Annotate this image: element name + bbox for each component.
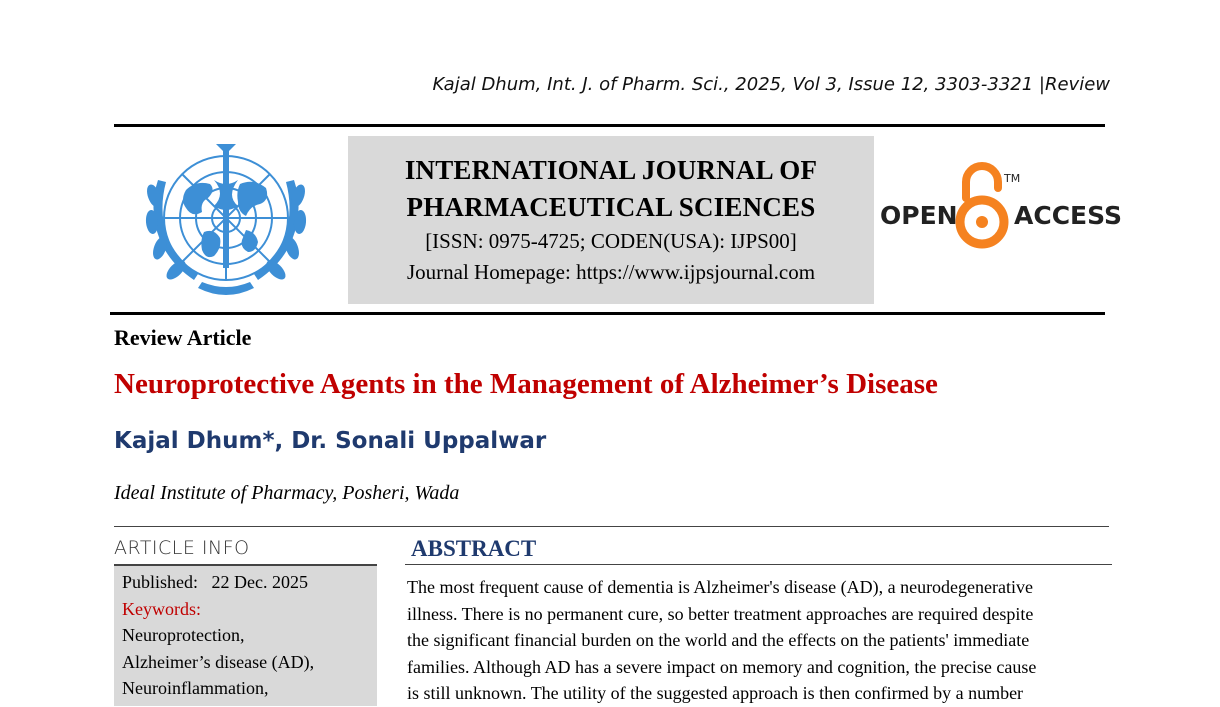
abstract-line: illness. There is no permanent cure, so better treatment approaches are required despite bbox=[407, 603, 1034, 624]
masthead-top-rule bbox=[114, 124, 1105, 127]
journal-title-line-2: PHARMACEUTICAL SCIENCES bbox=[406, 192, 816, 222]
article-info-box bbox=[114, 566, 377, 706]
padlock-shackle-icon bbox=[966, 166, 998, 198]
keyword-item: Neuroprotection, bbox=[122, 625, 245, 645]
running-header: Kajal Dhum, Int. J. of Pharm. Sci., 2025, Vol 3, Issue 12, 3303-3321 |Review bbox=[432, 74, 1110, 95]
journal-emblem-logo bbox=[128, 140, 324, 304]
author-affiliation: Ideal Institute of Pharmacy, Posheri, Wada bbox=[114, 482, 460, 504]
abstract-line: the significant financial burden on the world and the effects on the patients' immediate bbox=[407, 630, 1030, 650]
article-authors: Kajal Dhum*, Dr. Sonali Uppalwar bbox=[114, 428, 547, 454]
journal-issn: [ISSN: 0975-4725; CODEN(USA): IJPS00] bbox=[425, 229, 797, 253]
open-access-left-text: OPEN bbox=[880, 201, 958, 230]
abstract-text bbox=[407, 574, 1104, 707]
section-divider bbox=[114, 526, 1109, 527]
padlock-keyhole-icon bbox=[976, 216, 988, 228]
abstract-rule bbox=[405, 564, 1112, 565]
journal-title bbox=[348, 152, 874, 226]
abstract-heading: ABSTRACT bbox=[411, 536, 537, 561]
abstract-line: The most frequent cause of dementia is Alzheimer's disease (AD), a neurodegenerative bbox=[407, 577, 1034, 597]
journal-title-line-1: INTERNATIONAL JOURNAL OF bbox=[404, 155, 818, 185]
article-info-heading: ARTICLE INFO bbox=[114, 537, 250, 559]
journal-homepage-link[interactable]: Journal Homepage: https://www.ijpsjournal.com bbox=[406, 260, 816, 284]
abstract-line: is still unknown. The utility of the suggested approach is then confirmed by a number bbox=[407, 683, 1024, 703]
open-access-logo bbox=[880, 160, 1123, 252]
journal-title-box bbox=[348, 136, 874, 304]
masthead-bottom-rule bbox=[110, 312, 1105, 315]
keywords-label: Keywords: bbox=[122, 598, 201, 619]
open-access-right-text: ACCESS bbox=[1014, 201, 1123, 230]
open-access-tm-text: TM bbox=[1004, 172, 1021, 185]
article-title: Neuroprotective Agents in the Management of Alzheimer’s Disease bbox=[114, 368, 938, 400]
published-date: Published: 22 Dec. 2025 bbox=[122, 572, 308, 592]
abstract-line: families. Although AD has a severe impact on memory and cognition, the precise cause bbox=[407, 656, 1037, 677]
keyword-item: Alzheimer’s disease (AD), bbox=[122, 651, 315, 672]
article-type: Review Article bbox=[114, 325, 252, 350]
keyword-item: Neuroinflammation, bbox=[122, 678, 269, 698]
